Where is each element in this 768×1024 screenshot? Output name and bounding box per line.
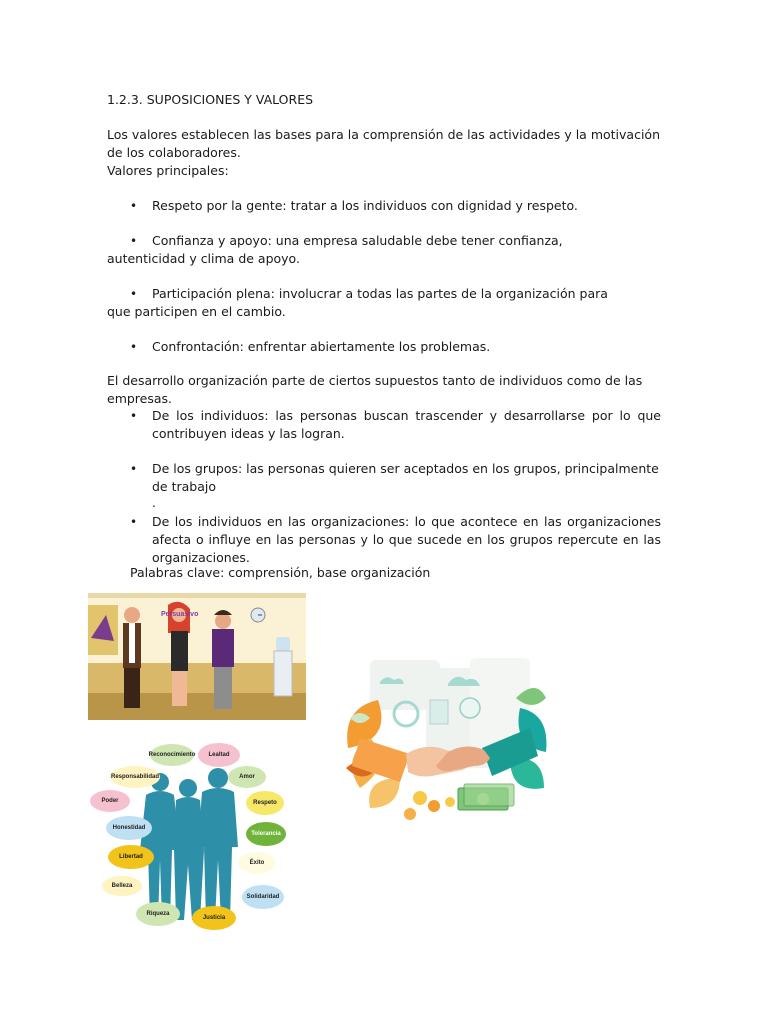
supuesto-grupos-dot: . <box>152 495 156 510</box>
intro-paragraph: Los valores establecen las bases para la comprensión de las actividades y la motivación de los colaboradores. <box>107 127 660 160</box>
office-illustration <box>88 593 306 720</box>
value-bubble-justicia: Justicia <box>192 906 236 930</box>
value-item-confianza: Confianza y apoyo: una empresa saludable debe tener confianza, <box>152 233 563 248</box>
value-bubble-belleza: Belleza <box>102 876 142 896</box>
value-item-participacion-cont: que participen en el cambio. <box>107 304 286 319</box>
value-item-respeto: Respeto por la gente: tratar a los individuos con dignidad y respeto. <box>152 198 578 213</box>
section-heading: 1.2.3. SUPOSICIONES Y VALORES <box>107 92 314 107</box>
value-item-participacion: Participación plena: involucrar a todas las partes de la organización para <box>152 286 608 301</box>
value-bubble-reconocimiento: Reconocimiento <box>150 744 194 766</box>
value-item-confianza-cont: autenticidad y clima de apoyo. <box>107 251 300 266</box>
value-bubble-respeto: Respeto <box>246 791 284 815</box>
value-bubble-tolerancia: Tolerancia <box>246 822 286 846</box>
desarrollo-paragraph: El desarrollo organización parte de ciertos supuestos tanto de individuos como de las empresas. <box>107 373 643 406</box>
office-scene-svg <box>88 593 306 720</box>
bullet-marker: • <box>130 199 138 213</box>
bullet-marker: • <box>130 234 138 248</box>
bullet-marker: • <box>130 515 138 529</box>
value-bubble-responsabilidad: Responsabilidad <box>110 766 160 788</box>
value-bubble-solidaridad: Solidaridad <box>242 885 284 909</box>
bullet-marker: • <box>130 462 138 476</box>
value-item-confrontacion: Confrontación: enfrentar abiertamente los problemas. <box>152 339 491 354</box>
value-bubble-libertad: Libertad <box>108 845 154 869</box>
handshake-svg <box>340 658 550 828</box>
keywords-line: Palabras clave: comprensión, base organización <box>130 565 431 580</box>
bullet-marker: • <box>130 409 138 423</box>
supuesto-grupos: De los grupos: las personas quieren ser aceptados en los grupos, principalmente de trabajo <box>152 461 659 494</box>
bullet-marker: • <box>130 340 138 354</box>
office-label: Persuasivo <box>161 611 199 618</box>
values-illustration <box>88 740 293 930</box>
value-bubble-lealtad: Lealtad <box>198 743 240 767</box>
value-bubble-honestidad: Honestidad <box>106 816 152 840</box>
values-intro: Valores principales: <box>107 163 229 178</box>
value-bubble-riqueza: Riqueza <box>136 902 180 926</box>
value-bubble-exito: Éxito <box>238 852 276 874</box>
supuesto-individuos: De los individuos: las personas buscan trascender y desarrollarse por lo que contribuyen ideas y las logran. <box>152 408 661 441</box>
bullet-marker: • <box>130 287 138 301</box>
handshake-illustration <box>340 658 550 828</box>
value-bubble-poder: Poder <box>90 790 130 812</box>
supuesto-organizaciones: De los individuos en las organizaciones: lo que acontece en las organizaciones afecta o influye en las personas y lo que sucede en los grupos repercute en las organizaciones. <box>152 514 661 565</box>
value-bubble-amor: Amor <box>228 766 266 788</box>
